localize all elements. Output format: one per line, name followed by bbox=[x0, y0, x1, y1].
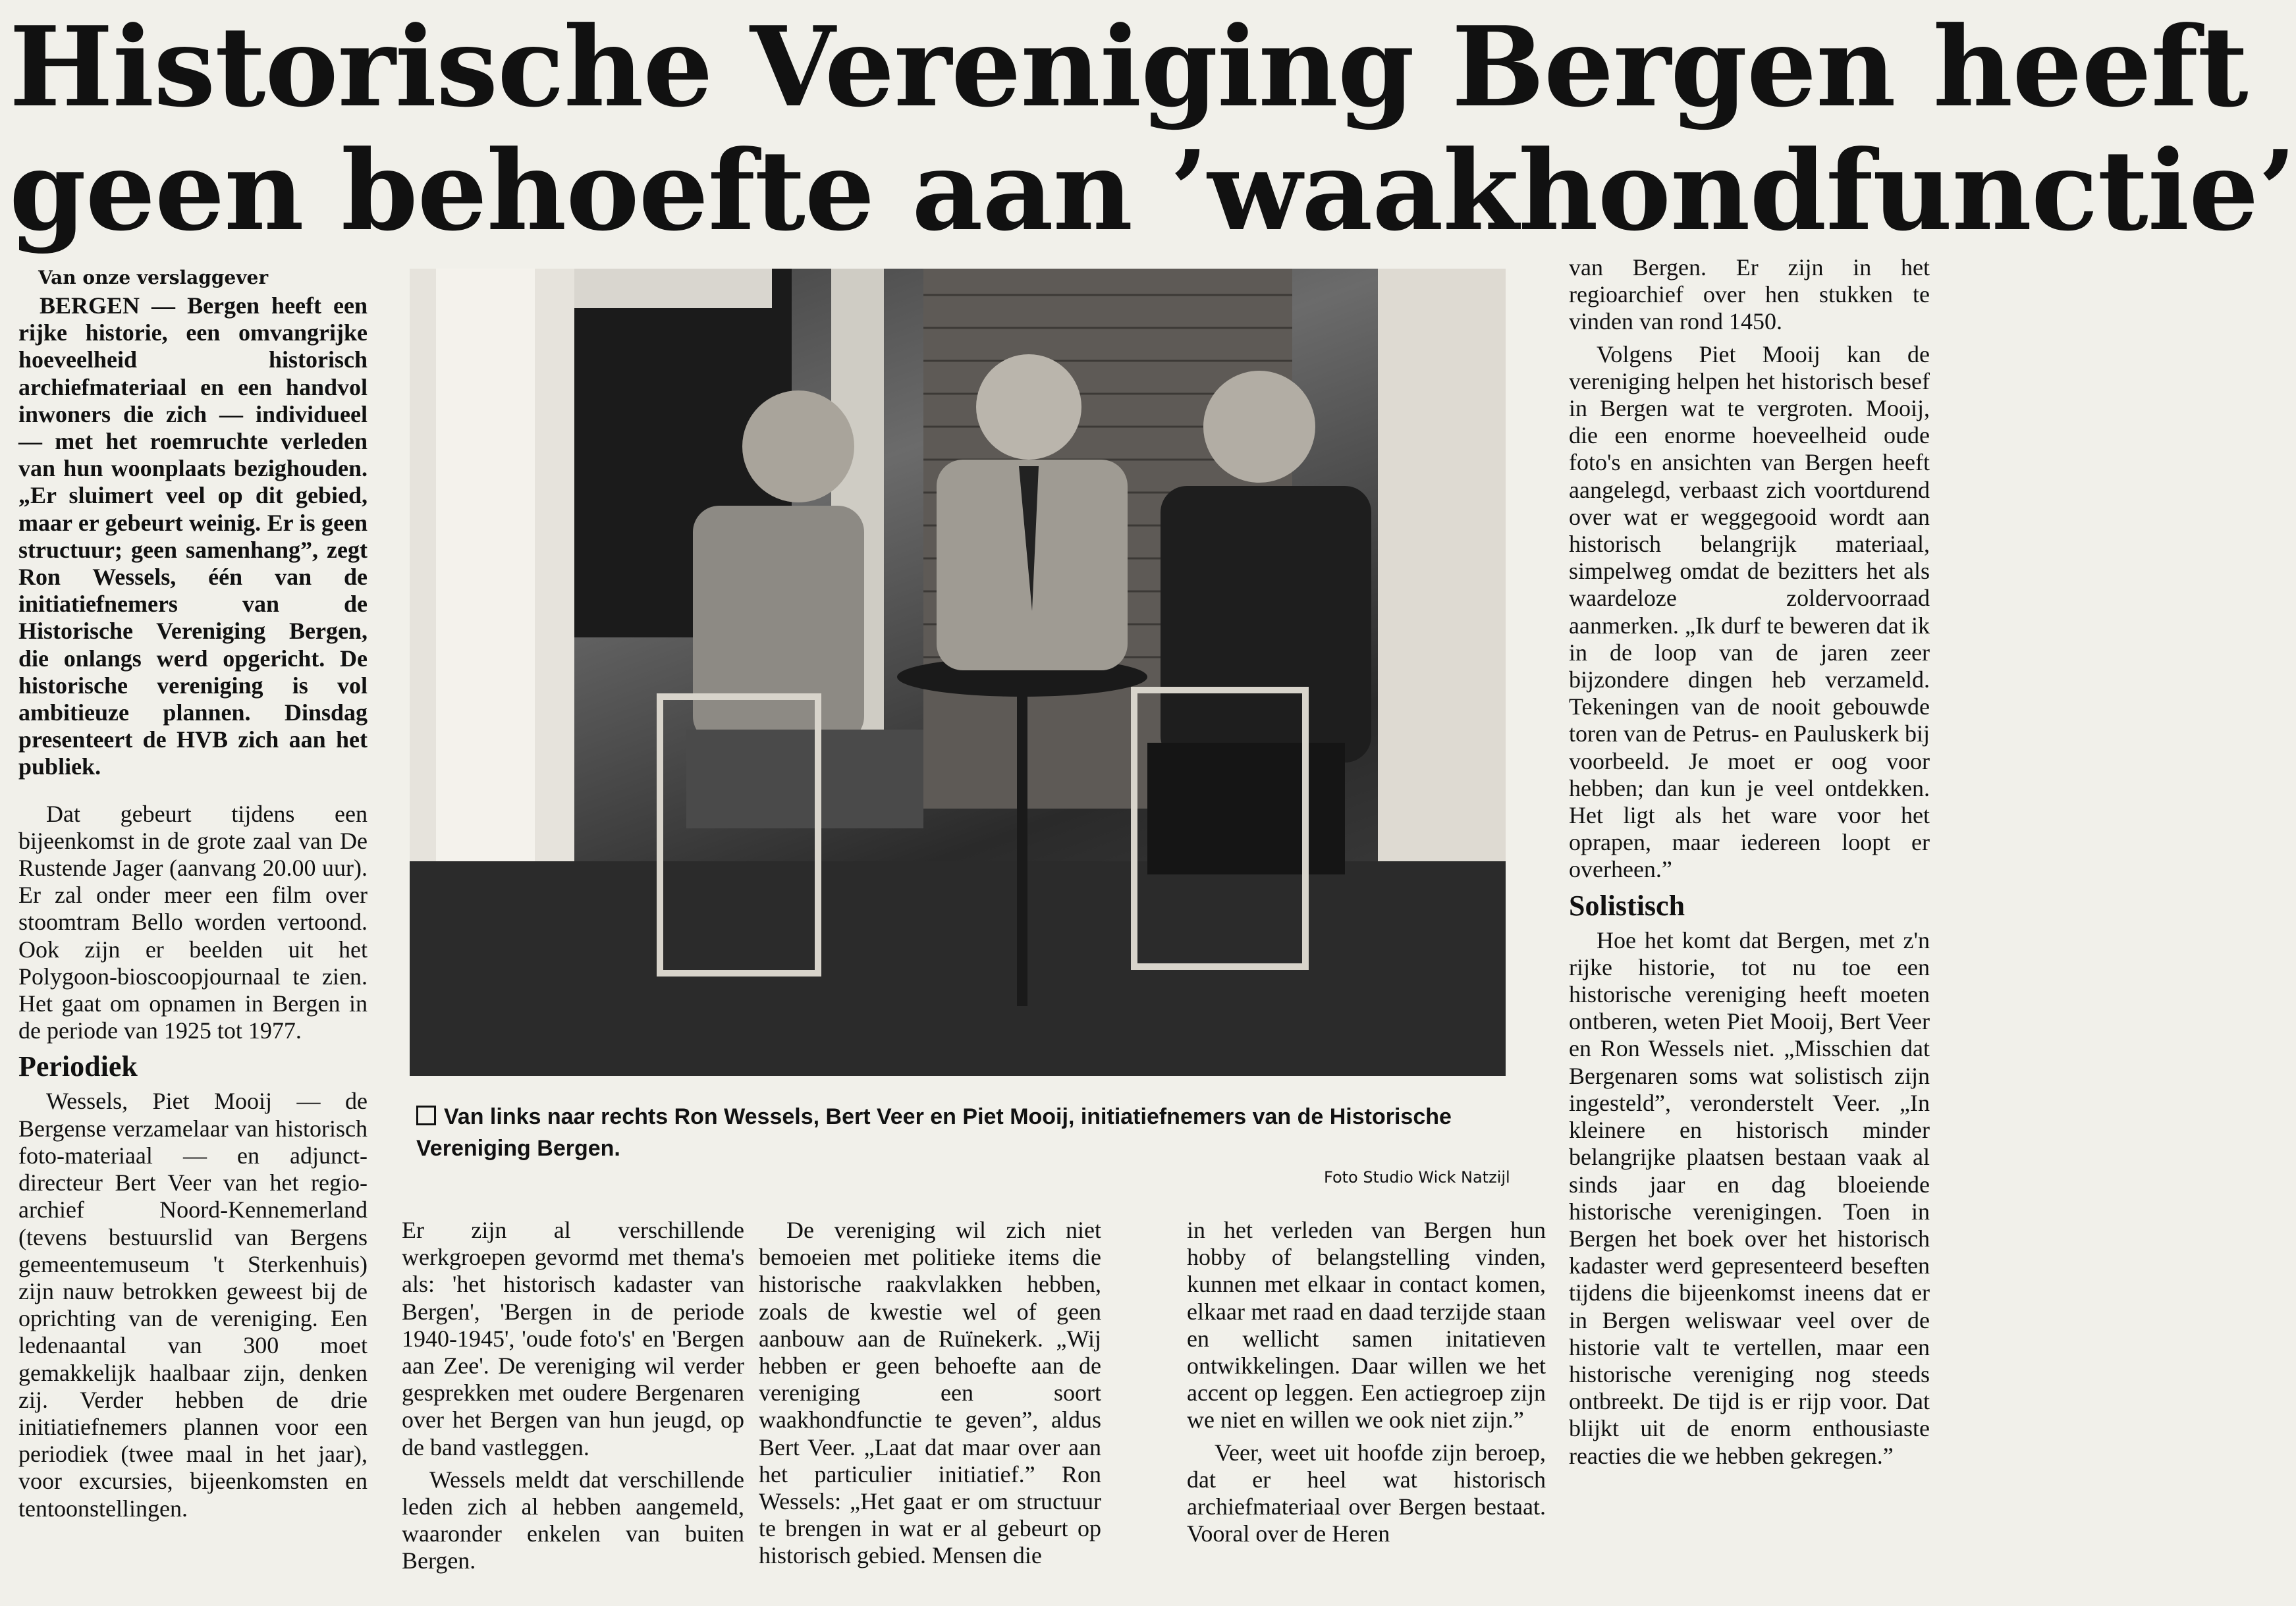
column-4 bbox=[1187, 1217, 1546, 1547]
photo-credit: Foto Studio Wick Natzijl bbox=[1324, 1168, 1510, 1187]
column-3 bbox=[759, 1217, 1101, 1570]
body-paragraph: van Bergen. Er zijn in het regioarchief over hen stukken te vinden van rond 1450. bbox=[1569, 254, 1930, 335]
headline bbox=[9, 3, 2296, 255]
caption-text: Van links naar rechts Ron Wessels, Bert Veer en Piet Mooij, initiatiefnemers van de Historische Vereniging Bergen. bbox=[416, 1104, 1452, 1161]
photo-caption bbox=[416, 1101, 1510, 1164]
subhead-periodiek: Periodiek bbox=[18, 1050, 138, 1083]
body-paragraph: Dat gebeurt tijdens een bijeenkomst in de grote zaal van De Rustende Jager (aanvang 20.00 uur). Er zal onder meer een film over stoomtram Bello worden vertoond. Ook zijn er beelden uit het Polygoon-bioscoopjournaal te zien. Het gaat om opnamen in Bergen in de periode van 1925 tot 1977. bbox=[18, 800, 368, 1044]
body-paragraph: Wessels meldt dat verschillende leden zich al hebben aangemeld, waaronder enkelen van buiten Bergen. bbox=[402, 1466, 744, 1574]
article-photo bbox=[410, 269, 1506, 1076]
column-1 bbox=[18, 292, 368, 1522]
body-paragraph: Hoe het komt dat Bergen, met z'n rijke historie, tot nu toe een historische vereniging heeft moeten ontberen, weten Piet Mooij, Bert Veer en Ron Wessels niet. „Misschien dat Bergenaren soms wat solistisch zijn ingesteld”, veronderstelt Veer. „In kleinere en historisch minder belangrijke plaatsen bestaan vaak al sinds jaar en dag bloeiende historische verenigingen. Toen in Bergen het boek over het historisch kadaster werd gepresenteerd beseften tijdens die bijeenkomst ineens dat er in Bergen weliswaar veel over de historie valt te vertellen, maar een historische vereniging nog steeds ontbreekt. De tijd is er rijp voor. Dat blijkt uit de enorm enthousiaste reacties die we hebben gekregen.” bbox=[1569, 926, 1930, 1469]
dateline: BERGEN — bbox=[40, 292, 188, 319]
lead-paragraph bbox=[18, 292, 368, 781]
caption-square-icon bbox=[416, 1106, 436, 1125]
body-paragraph: Er zijn al verschillende werkgroepen gevormd met thema's als: 'het historisch kadaster van Bergen', 'Bergen in de periode 1940-1945', 'oude foto's' en 'Bergen aan Zee'. De vereniging wil verder gesprekken met oudere Bergenaren over het Bergen van hun jeugd, op de band vastleggen. bbox=[402, 1217, 744, 1460]
body-paragraph: Wessels, Piet Mooij — de Bergense verzamelaar van historisch foto-materiaal — en adjunct-directeur Bert Veer van het regio-archief Noord-Kennemerland (tevens bestuurslid van Bergens gemeentemuseum 't Sterkenhuis) zijn nauw betrokken geweest bij de oprichting van de vereniging. Een ledenaantal van 300 moet gemakkelijk haalbaar zijn, denken zij. Verder hebben de drie initiatiefnemers plannen voor een periodiek (twee maal in het jaar), voor excursies, bijeenkomsten en tentoonstellingen. bbox=[18, 1088, 368, 1522]
body-paragraph: Veer, weet uit hoofde zijn beroep, dat er heel wat historisch archiefmateriaal over Bergen bestaat. Vooral over de Heren bbox=[1187, 1439, 1546, 1547]
subhead-solistisch: Solistisch bbox=[1569, 889, 1685, 922]
byline: Van onze verslaggever bbox=[38, 267, 269, 288]
body-paragraph: De vereniging wil zich niet bemoeien met politieke items die historische raakvlakken hebben, zoals de kwestie wel of geen aanbouw aan de Ruïnekerk. „Wij hebben er geen behoefte aan de vereniging een soort waakhondfunctie te geven”, aldus Bert Veer. „Laat dat maar over aan het particulier initiatief.” Ron Wessels: „Het gaat er om structuur te brengen in wat er al gebeurt op historisch gebied. Mensen die bbox=[759, 1217, 1101, 1569]
lead-text: Bergen heeft een rijke historie, een omvangrijke hoeveelheid historisch archiefmateriaal en een handvol inwoners die zich — individueel — met het roemruchte verleden van hun woonplaats bezighouden. „Er sluimert veel op dit gebied, maar er gebeurt weinig. Er is geen structuur; geen samenhang”, zegt Ron Wessels, één van de initiatiefnemers van de Historische Vereniging Bergen, die onlangs werd opgericht. De historische vereniging is vol ambitieuze plannen. Dinsdag presenteert de HVB zich aan het publiek. bbox=[18, 292, 368, 780]
column-2 bbox=[402, 1217, 744, 1575]
headline-line-1: Historische Vereniging Bergen heeft bbox=[9, 3, 2248, 132]
photo-illustration bbox=[410, 269, 1506, 1076]
column-5 bbox=[1569, 254, 1930, 1470]
body-paragraph: in het verleden van Bergen hun hobby of belangstelling vinden, kunnen met elkaar in contact komen, elkaar met raad en daad terzijde staan en wellicht samen initatieven ontwikkelingen. Daar willen we het accent op leggen. Een actiegroep zijn we niet en willen we ook niet zijn.” bbox=[1187, 1217, 1546, 1433]
body-paragraph: Volgens Piet Mooij kan de vereniging helpen het historisch besef in Bergen wat te vergroten. Mooij, die een enorme hoeveelheid oude foto's en ansichten van Bergen heeft aangelegd, verbaast zich voortdurend over wat er weggegooid wordt aan historisch belangrijk materiaal, simpelweg omdat de bezitters het als waardeloze zoldervoorraad aanmerken. „Ik durf te beweren dat ik in de loop van de jaren zeer bijzondere dingen heb verzameld. Tekeningen van de nooit gebouwde toren van de Petrus- en Pauluskerk bij voorbeeld. Je moet er oog voor hebben; dan kun je veel ontdekken. Het ligt als het ware voor het oprapen, maar iedereen loopt er overheen.” bbox=[1569, 340, 1930, 883]
headline-line-2: geen behoefte aan ’waakhondfunctie’ bbox=[9, 126, 2296, 255]
